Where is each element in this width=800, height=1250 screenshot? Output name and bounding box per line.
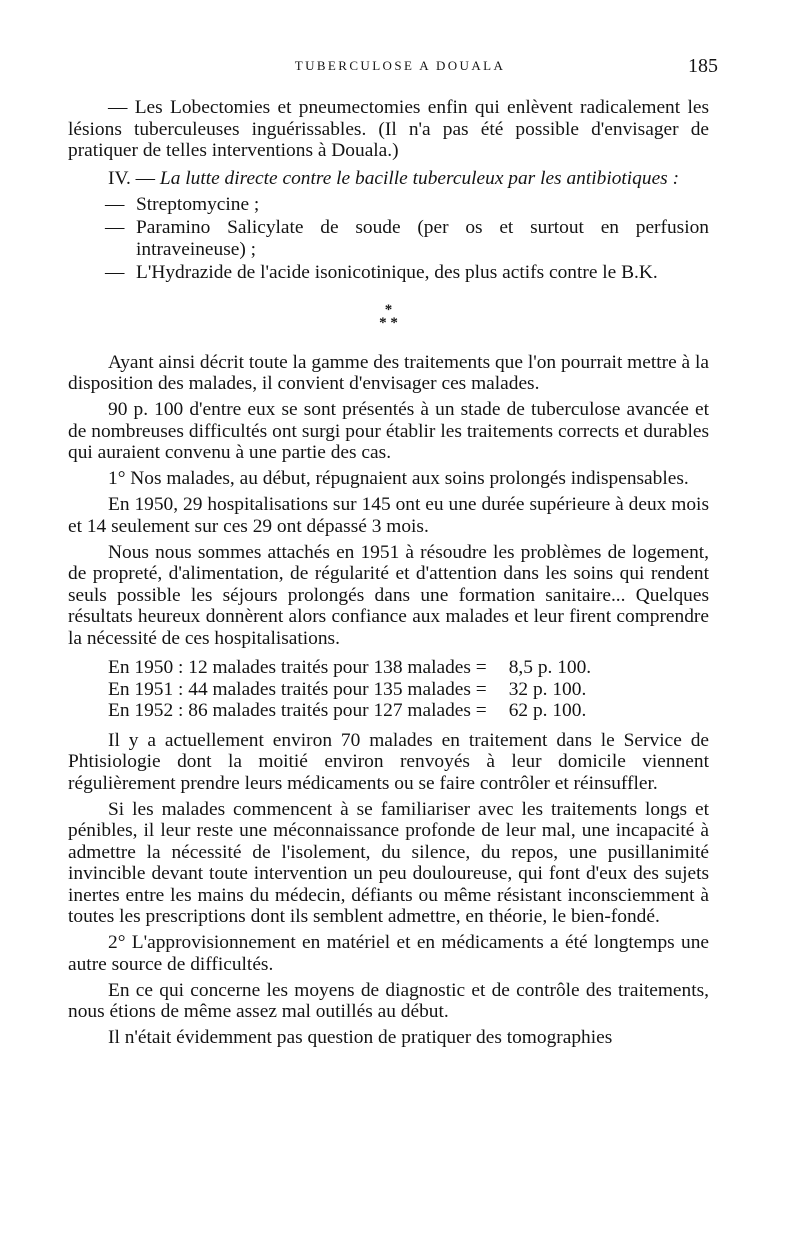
- statistics-text: En 1951 : 44 malades traités pour 135 malades =: [108, 678, 487, 700]
- paragraph-en-ce-qui: En ce qui concerne les moyens de diagnostic et de contrôle des traitements, nous étions de même assez mal outillés au début.: [68, 979, 709, 1022]
- section-separator: [68, 301, 709, 331]
- statistics-text: En 1950 : 12 malades traités pour 138 malades =: [108, 657, 487, 678]
- statistics-row: [108, 700, 591, 722]
- paragraph-il-netait: Il n'était évidemment pas question de pratiquer des tomographies: [108, 1027, 613, 1048]
- statistics-text: En 1952 : 86 malades traités pour 127 malades =: [108, 700, 487, 721]
- antibiotic-item: [68, 262, 709, 284]
- statistics-row: [108, 657, 591, 679]
- separator-top: *: [384, 301, 393, 318]
- body-text: [68, 97, 709, 1053]
- statistics-table: [108, 657, 591, 722]
- statistics-row: [108, 679, 591, 701]
- antibiotic-text: Streptomycine ;: [136, 193, 260, 215]
- paragraph-lobectomies: — Les Lobectomies et pneumectomies enfin qui enlèvent radicalement les lésions tuberculeuses inguérissables. (Il n'a pas été possible d'envisager de pratiquer de telles interventions à Douala.): [68, 97, 709, 161]
- paragraph-ayant: Ayant ainsi décrit toute la gamme des traitements que l'on pourrait mettre à la disposition des malades, il convient d'envisager ces malades.: [68, 351, 710, 394]
- dash-mark: —: [105, 217, 125, 238]
- dash-mark: —: [105, 193, 125, 215]
- section-iv-heading: [68, 168, 709, 190]
- antibiotic-item: [68, 217, 709, 260]
- paragraph-2: 2° L'approvisionnement en matériel et en médicaments a été longtemps une autre source de difficultés.: [68, 932, 709, 975]
- paragraph-nous: Nous nous sommes attachés en 1951 à résoudre les problèmes de logement, de propreté, d'alimentation, de régularité et d'attention dans les soins qui rendent seuls possible les séjours prolongés dans une formation sanitaire... Quelques résultats heureux donnèrent alors confiance aux malades et leur firent comprendre la nécessité de ces hospitalisations.: [68, 541, 709, 649]
- statistics-percent: 62 p. 100.: [508, 700, 587, 721]
- page-header: [0, 55, 800, 82]
- dash-mark: —: [105, 262, 125, 283]
- page-number: 185: [688, 55, 718, 77]
- paragraph-1950: En 1950, 29 hospitalisations sur 145 ont eu une durée supérieure à deux mois et 14 seulement sur ces 29 ont dépassé 3 mois.: [68, 494, 709, 537]
- section-iv-title: La lutte directe contre le bacille tuberculeux par les antibiotiques :: [159, 167, 680, 189]
- paragraph-il-y-a: Il y a actuellement environ 70 malades en traitement dans le Service de Phtisiologie dont la moitié environ renvoyés à leur domicile viennent régulièrement prendre leurs médicaments ou se faire contrôler et réinsuffler.: [68, 729, 709, 794]
- antibiotic-item: [68, 194, 709, 216]
- antibiotic-text: L'Hydrazide de l'acide isonicotinique, des plus actifs contre le B.K.: [136, 262, 658, 283]
- paragraph-90: 90 p. 100 d'entre eux se sont présentés à un stade de tuberculose avancée et de nombreuses difficultés ont surgi pour établir les traitements corrects et durables qui auraient convenu à une partie des cas.: [68, 399, 709, 463]
- separator-bottom: * *: [379, 314, 398, 331]
- statistics-percent: 32 p. 100.: [508, 678, 587, 700]
- running-title: TUBERCULOSE A DOUALA: [294, 58, 506, 73]
- statistics-percent: 8,5 p. 100.: [508, 657, 592, 678]
- section-iv-number: IV. —: [108, 167, 156, 189]
- paragraph-1: 1° Nos malades, au début, répugnaient aux soins prolongés indispensables.: [108, 468, 689, 489]
- paragraph-si: Si les malades commencent à se familiariser avec les traitements longs et pénibles, il leur reste une méconnaissance profonde de leur mal, une incapacité à admettre la nécessité de l'isolement, du silence, du repos, une pusillanimité invincible devant toute intervention un peu douloureuse, qui font d'eux des sujets inertes entre les mains du médecin, défiants ou même résistant inconsciemment à toutes les prescriptions dont ils semblent admettre, en théorie, le bien-fondé.: [68, 798, 709, 927]
- antibiotic-text: Paramino Salicylate de soude (per os et surtout en perfusion intraveineuse) ;: [136, 217, 709, 260]
